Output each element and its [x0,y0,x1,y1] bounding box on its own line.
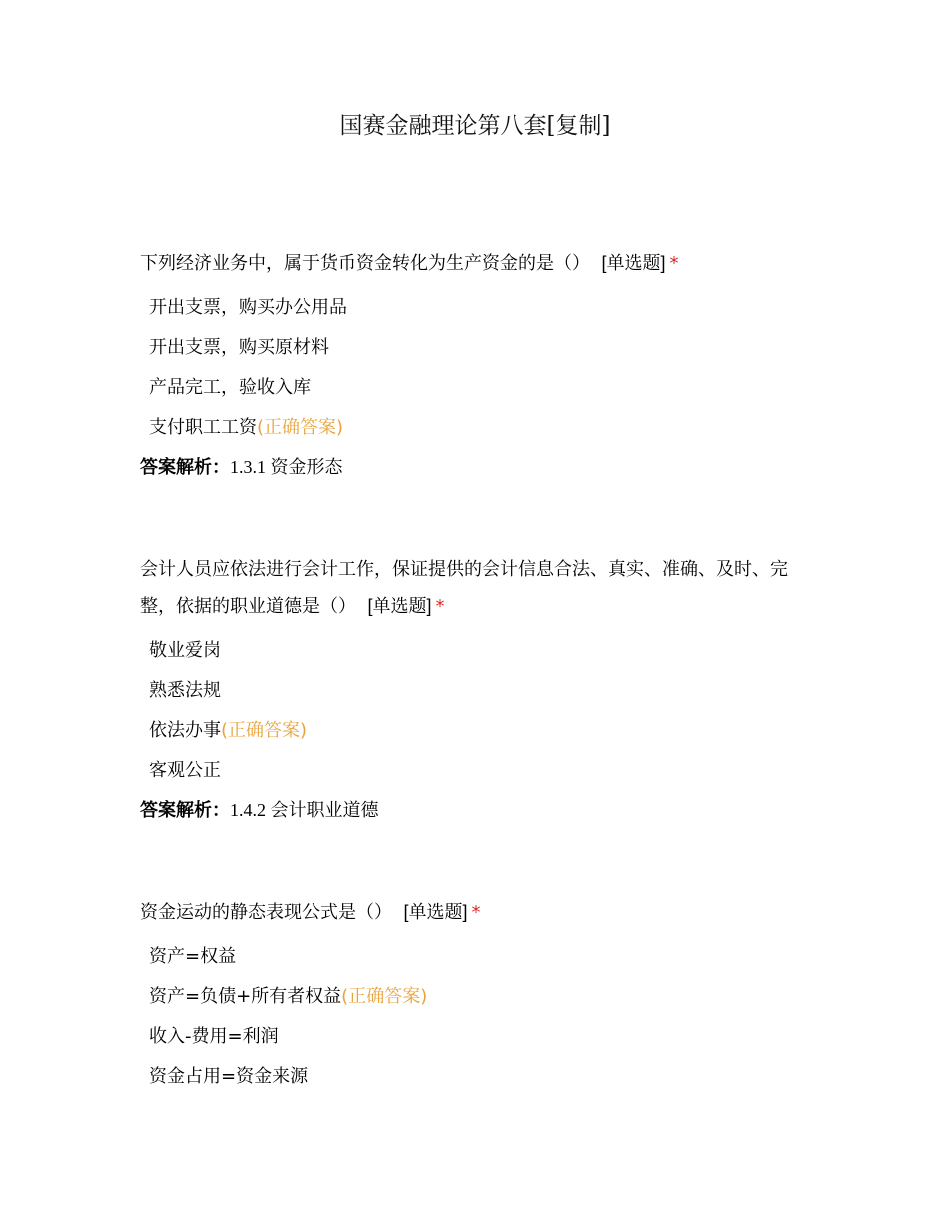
option-item[interactable] [140,288,820,328]
analysis-text: 1.4.2 会计职业道德 [230,800,379,820]
option-label: 资产=权益 [149,946,237,967]
option-item[interactable] [140,751,820,791]
option-item[interactable] [140,1057,820,1097]
correct-answer-tag: (正确答案) [257,417,344,438]
question-text [140,245,820,282]
option-label: 开出支票，购买办公用品 [149,297,347,318]
option-item[interactable] [140,408,820,448]
option-label: 资产=负债+所有者权益 [149,986,342,1007]
option-item[interactable] [140,631,820,671]
correct-answer-tag: (正确答案) [221,720,308,741]
question-type: [单选题] [403,902,468,922]
question-2 [140,551,820,830]
question-stem: 会计人员应依法进行会计工作，保证提供的会计信息合法、真实、准确、及时、完整，依据的职业道德是（） [140,559,788,617]
option-label: 依法办事 [149,720,221,741]
option-label: 熟悉法规 [149,680,221,701]
option-list [140,288,820,448]
answer-analysis [140,448,820,487]
option-label: 资金占用=资金来源 [149,1066,309,1087]
question-3 [140,894,820,1097]
analysis-label: 答案解析： [140,457,230,478]
required-mark: * [435,596,445,617]
option-item[interactable] [140,937,820,977]
option-label: 支付职工工资 [149,417,257,438]
page-title: 国赛金融理论第八套[复制] [339,113,611,139]
option-label: 开出支票，购买原材料 [149,337,329,358]
option-item[interactable] [140,977,820,1017]
analysis-label: 答案解析： [140,800,230,821]
question-stem: 资金运动的静态表现公式是（） [140,902,392,923]
option-label: 敬业爱岗 [149,640,221,661]
answer-analysis [140,791,820,830]
required-mark: * [471,902,481,923]
option-item[interactable] [140,671,820,711]
option-item[interactable] [140,368,820,408]
option-item[interactable] [140,328,820,368]
question-text [140,551,820,625]
required-mark: * [669,253,679,274]
option-item[interactable] [140,1017,820,1057]
question-type: [单选题] [367,596,432,616]
option-label: 客观公正 [149,760,221,781]
question-1 [140,245,820,487]
analysis-text: 1.3.1 资金形态 [230,457,343,477]
correct-answer-tag: (正确答案) [341,986,428,1007]
option-list [140,631,820,791]
option-label: 收入-费用=利润 [149,1026,279,1047]
question-stem: 下列经济业务中，属于货币资金转化为生产资金的是（） [140,253,590,274]
option-list [140,937,820,1097]
question-type: [单选题] [601,253,666,273]
question-text [140,894,820,931]
option-item[interactable] [140,711,820,751]
option-label: 产品完工，验收入库 [149,377,311,398]
